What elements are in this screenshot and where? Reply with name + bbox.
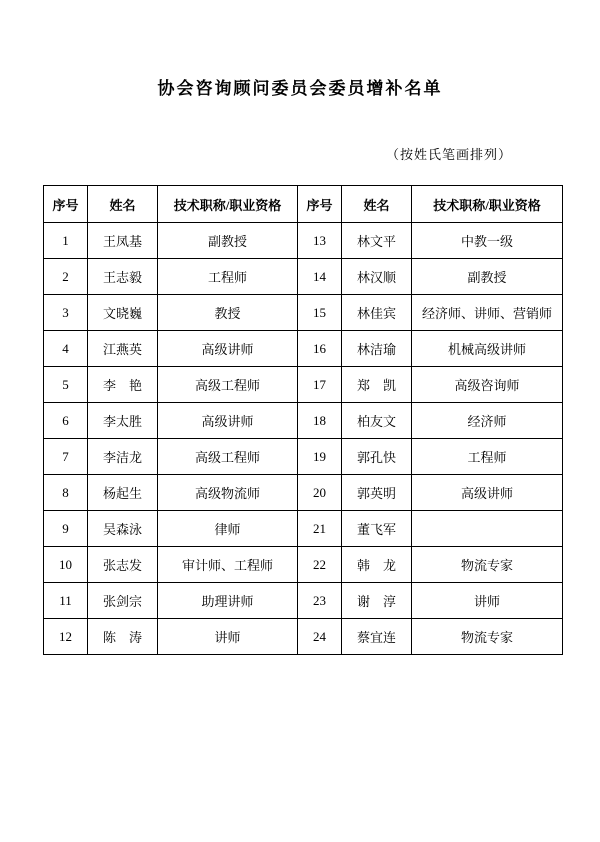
qualification-cell: 律师 <box>158 511 298 547</box>
qualification-cell: 高级讲师 <box>412 475 563 511</box>
serial-cell: 5 <box>44 367 88 403</box>
serial-cell: 23 <box>298 583 342 619</box>
name-cell: 王凤基 <box>88 223 158 259</box>
name-cell: 林文平 <box>342 223 412 259</box>
serial-cell: 24 <box>298 619 342 655</box>
name-cell: 郭孔快 <box>342 439 412 475</box>
serial-cell: 18 <box>298 403 342 439</box>
name-cell: 谢 淳 <box>342 583 412 619</box>
table-row <box>44 439 563 475</box>
name-cell: 董飞军 <box>342 511 412 547</box>
table-row <box>44 403 563 439</box>
serial-cell: 7 <box>44 439 88 475</box>
name-cell: 李 艳 <box>88 367 158 403</box>
qualification-cell: 讲师 <box>158 619 298 655</box>
qualification-cell: 工程师 <box>412 439 563 475</box>
serial-cell: 10 <box>44 547 88 583</box>
header-qualification-left: 技术职称/职业资格 <box>158 186 298 223</box>
serial-cell: 2 <box>44 259 88 295</box>
qualification-cell: 经济师 <box>412 403 563 439</box>
name-cell: 张剑宗 <box>88 583 158 619</box>
table-row <box>44 331 563 367</box>
qualification-cell: 机械高级讲师 <box>412 331 563 367</box>
qualification-cell: 高级咨询师 <box>412 367 563 403</box>
serial-cell: 6 <box>44 403 88 439</box>
sort-order-note: （按姓氏笔画排列） <box>385 147 512 162</box>
qualification-cell <box>412 511 563 547</box>
header-name-left: 姓名 <box>88 186 158 223</box>
serial-cell: 11 <box>44 583 88 619</box>
table-row <box>44 367 563 403</box>
name-cell: 李太胜 <box>88 403 158 439</box>
name-cell: 李洁龙 <box>88 439 158 475</box>
table-row <box>44 547 563 583</box>
name-cell: 林洁瑜 <box>342 331 412 367</box>
serial-cell: 17 <box>298 367 342 403</box>
table-row <box>44 295 563 331</box>
name-cell: 林佳宾 <box>342 295 412 331</box>
qualification-cell: 审计师、工程师 <box>158 547 298 583</box>
qualification-cell: 助理讲师 <box>158 583 298 619</box>
serial-cell: 12 <box>44 619 88 655</box>
qualification-cell: 副教授 <box>412 259 563 295</box>
serial-cell: 3 <box>44 295 88 331</box>
serial-cell: 4 <box>44 331 88 367</box>
qualification-cell: 工程师 <box>158 259 298 295</box>
table-row <box>44 475 563 511</box>
qualification-cell: 中教一级 <box>412 223 563 259</box>
qualification-cell: 高级物流师 <box>158 475 298 511</box>
qualification-cell: 教授 <box>158 295 298 331</box>
qualification-cell: 讲师 <box>412 583 563 619</box>
qualification-cell: 高级讲师 <box>158 331 298 367</box>
table-row <box>44 583 563 619</box>
name-cell: 韩 龙 <box>342 547 412 583</box>
header-qualification-right: 技术职称/职业资格 <box>412 186 563 223</box>
page-title: 协会咨询顾问委员会委员增补名单 <box>157 79 443 98</box>
serial-cell: 14 <box>298 259 342 295</box>
name-cell: 杨起生 <box>88 475 158 511</box>
serial-cell: 15 <box>298 295 342 331</box>
qualification-cell: 物流专家 <box>412 619 563 655</box>
qualification-cell: 经济师、讲师、营销师 <box>412 295 563 331</box>
name-cell: 柏友文 <box>342 403 412 439</box>
header-serial-right: 序号 <box>298 186 342 223</box>
name-cell: 林汉顺 <box>342 259 412 295</box>
serial-cell: 8 <box>44 475 88 511</box>
name-cell: 蔡宜连 <box>342 619 412 655</box>
serial-cell: 21 <box>298 511 342 547</box>
table-row <box>44 259 563 295</box>
serial-cell: 20 <box>298 475 342 511</box>
serial-cell: 9 <box>44 511 88 547</box>
table-body <box>44 223 563 655</box>
qualification-cell: 高级工程师 <box>158 439 298 475</box>
serial-cell: 22 <box>298 547 342 583</box>
name-cell: 郭英明 <box>342 475 412 511</box>
table-row <box>44 619 563 655</box>
name-cell: 吴森泳 <box>88 511 158 547</box>
name-cell: 王志毅 <box>88 259 158 295</box>
table-row <box>44 223 563 259</box>
serial-cell: 16 <box>298 331 342 367</box>
serial-cell: 19 <box>298 439 342 475</box>
qualification-cell: 物流专家 <box>412 547 563 583</box>
name-cell: 江燕英 <box>88 331 158 367</box>
table-row <box>44 511 563 547</box>
name-cell: 陈 涛 <box>88 619 158 655</box>
table-header-row <box>44 186 563 223</box>
name-cell: 张志发 <box>88 547 158 583</box>
serial-cell: 13 <box>298 223 342 259</box>
serial-cell: 1 <box>44 223 88 259</box>
qualification-cell: 高级讲师 <box>158 403 298 439</box>
qualification-cell: 高级工程师 <box>158 367 298 403</box>
name-cell: 文晓巍 <box>88 295 158 331</box>
qualification-cell: 副教授 <box>158 223 298 259</box>
header-serial-left: 序号 <box>44 186 88 223</box>
name-cell: 郑 凯 <box>342 367 412 403</box>
header-name-right: 姓名 <box>342 186 412 223</box>
member-roster-table <box>43 185 563 655</box>
